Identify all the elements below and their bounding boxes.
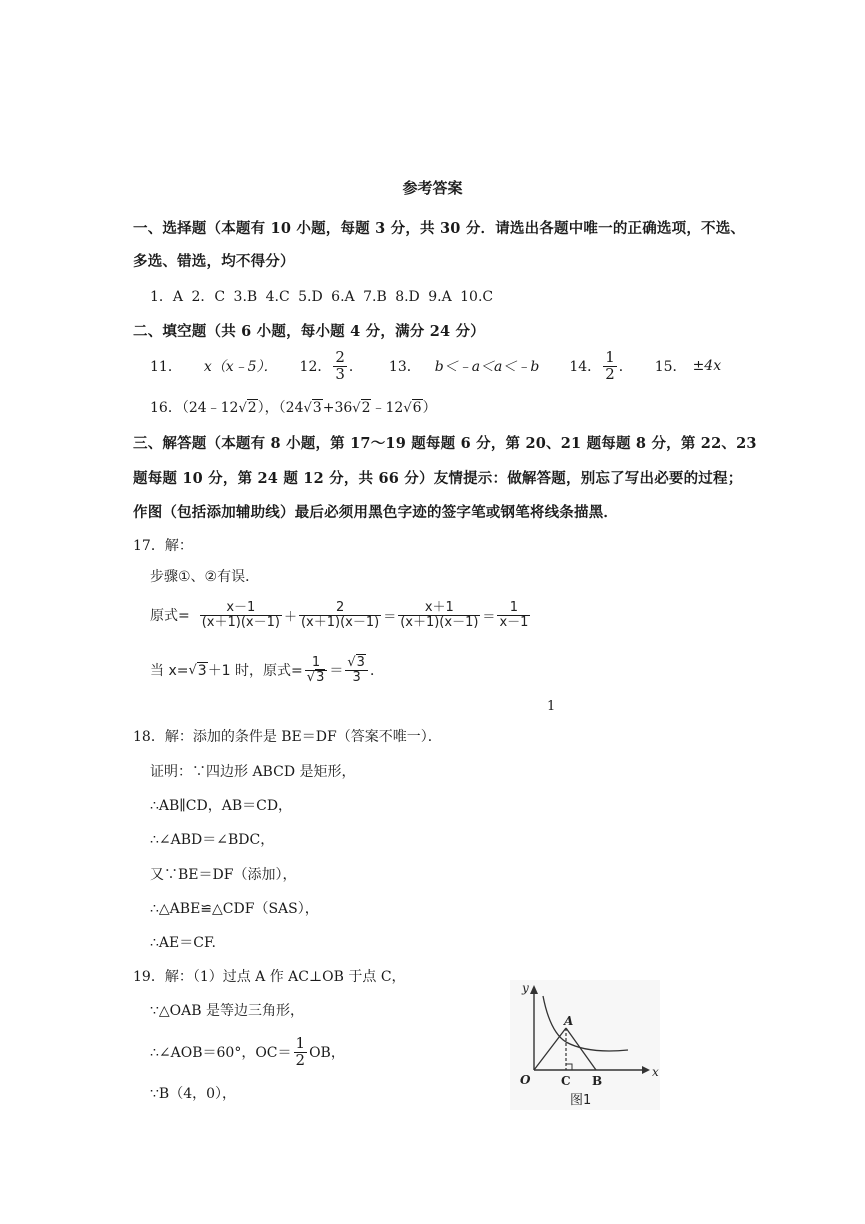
q16-radicand-2: 3 bbox=[312, 400, 322, 416]
equals-sign: ＝ bbox=[383, 609, 397, 625]
q19-line2-b: OB， bbox=[309, 1045, 345, 1061]
q13-label: 13． bbox=[388, 359, 421, 375]
q16-answer bbox=[150, 397, 437, 417]
q19-fraction bbox=[294, 1033, 308, 1069]
q16-radicand-1: 2 bbox=[247, 400, 257, 416]
q12-label: 12． bbox=[299, 359, 332, 375]
q18-line1: 证明：∵四边形 ABCD 是矩形， bbox=[150, 764, 356, 780]
q18-line2: ∴AB∥CD，AB＝CD， bbox=[150, 798, 293, 814]
sqrt-sign: √ bbox=[238, 401, 247, 416]
sqrt-sign: √ bbox=[403, 401, 412, 416]
q17-line3-radicand: 3 bbox=[197, 662, 207, 679]
section3-heading-line3: 作图（包括添加辅助线）最后必须用黑色字迹的签字笔或钢笔将线条描黑． bbox=[133, 504, 619, 521]
q18-line5: ∴△ABE≌△CDF（SAS）， bbox=[150, 901, 319, 917]
q17-f6-radicand: 3 bbox=[356, 654, 365, 670]
y-axis-label: y bbox=[522, 981, 529, 995]
q17-fraction-2 bbox=[299, 601, 381, 629]
equals-sign: ＝ bbox=[482, 609, 496, 625]
q14-numerator: 1 bbox=[605, 347, 615, 366]
q17-line2-prefix: 原式= bbox=[150, 608, 190, 624]
q17-line3-prefix: 当 x= bbox=[150, 663, 189, 679]
point-o-label: O bbox=[520, 1073, 531, 1087]
q17-f2-denominator: (x＋1)(x－1) bbox=[300, 614, 380, 630]
q17-f1-denominator: (x＋1)(x－1) bbox=[201, 614, 280, 630]
sqrt-sign: √ bbox=[306, 669, 316, 685]
q17-f5-radicand: 3 bbox=[316, 669, 325, 685]
q14-denominator: 2 bbox=[605, 364, 615, 383]
q14-tail: ． bbox=[618, 359, 633, 375]
q16-radicand-4: 6 bbox=[412, 400, 422, 416]
q16-part-e: ） bbox=[422, 400, 437, 416]
x-axis-label: x bbox=[652, 1065, 659, 1079]
section1-answers: 1．A 2．C 3.B 4.C 5.D 6.A 7.B 8.D 9.A 10.C bbox=[150, 289, 494, 305]
q12-numerator: 2 bbox=[335, 347, 345, 366]
figure-caption: 图1 bbox=[570, 1093, 592, 1108]
q19-line2 bbox=[150, 1030, 345, 1074]
q16-part-a: 16．（24﹣12 bbox=[150, 400, 239, 416]
section3-heading-line1: 三、解答题（本题有 8 小题，第 17～19 题每题 6 分，第 20、21 题每题 8 分，第 22、23 bbox=[133, 435, 757, 452]
q17-line3 bbox=[150, 648, 384, 692]
q17-f4-numerator: 1 bbox=[497, 601, 530, 616]
q17-line3-tail: ． bbox=[369, 663, 384, 679]
q12-fraction bbox=[333, 347, 347, 383]
q17-f3-numerator: x＋1 bbox=[398, 601, 480, 616]
q17-fraction-6 bbox=[345, 656, 368, 684]
q13-answer: b＜﹣a＜a＜﹣b bbox=[434, 359, 540, 375]
q17-line1: 步骤①、②有误． bbox=[150, 569, 260, 585]
point-c-label: C bbox=[561, 1074, 571, 1088]
figure-background bbox=[510, 980, 660, 1110]
q17-line3-mid: ＋1 时，原式= bbox=[207, 663, 303, 679]
q19-line3: ∵B（4，0）， bbox=[150, 1086, 237, 1102]
q17-fraction-3 bbox=[398, 601, 480, 629]
section1-heading-line2: 多选、错选，均不得分） bbox=[133, 253, 295, 270]
q16-part-b: ），（24 bbox=[257, 400, 304, 416]
q14-label: 14． bbox=[569, 359, 602, 375]
section3-heading-line2: 题每题 10 分，第 24 题 12 分，共 66 分）友情提示：做解答题，别忘了写出必要的过程； bbox=[133, 470, 743, 487]
q19-numerator: 1 bbox=[295, 1033, 306, 1052]
q17-f2-numerator: 2 bbox=[299, 601, 381, 616]
section1-heading-line1: 一、选择题（本题有 10 小题，每题 3 分，共 30 分．请选出各题中唯一的正确选项，不选、 bbox=[133, 220, 746, 237]
q17-solution-image bbox=[150, 556, 530, 701]
q17-fraction-1 bbox=[200, 601, 282, 629]
plus-sign: ＋ bbox=[283, 609, 297, 625]
point-a-label: A bbox=[564, 1014, 574, 1028]
q17-f1-numerator: x－1 bbox=[200, 601, 282, 616]
equals-sign: ＝ bbox=[329, 663, 344, 679]
q14-fraction bbox=[603, 347, 617, 383]
point-b-label: B bbox=[592, 1074, 603, 1088]
q17-f3-denominator: (x＋1)(x－1) bbox=[400, 614, 479, 630]
q16-radicand-3: 2 bbox=[361, 400, 371, 416]
q12-tail: ． bbox=[348, 359, 363, 375]
q17-f5-denominator bbox=[305, 671, 328, 685]
q19-line2-a: ∴∠AOB＝60°，OC＝ bbox=[150, 1045, 292, 1061]
figure-1 bbox=[510, 980, 660, 1110]
q19-line1: ∵△OAB 是等边三角形， bbox=[150, 1003, 304, 1019]
q17-f5-numerator: 1 bbox=[305, 656, 328, 671]
sqrt-sign: √ bbox=[352, 401, 361, 416]
q18-label: 18．解：添加的条件是 BE＝DF（答案不唯一）． bbox=[133, 729, 442, 745]
q18-line4: 又∵BE＝DF（添加）， bbox=[150, 867, 297, 883]
q11-answer: x（x﹣5）． bbox=[203, 359, 278, 375]
q17-fraction-5 bbox=[305, 656, 328, 684]
q17-line2 bbox=[150, 592, 532, 638]
q11-16-row bbox=[150, 344, 721, 388]
q15-label: 15． bbox=[654, 359, 687, 375]
q17-f6-denominator: 3 bbox=[352, 669, 361, 685]
q17-label: 17．解： bbox=[133, 538, 193, 554]
q19-denominator: 2 bbox=[295, 1050, 306, 1069]
q16-part-d: ﹣12 bbox=[371, 400, 404, 416]
sqrt-sign: √ bbox=[303, 401, 312, 416]
q16-part-c: +36 bbox=[322, 400, 353, 416]
page-title: 参考答案 bbox=[402, 179, 463, 197]
page-number: 1 bbox=[547, 699, 556, 714]
q19-label: 19．解：（1）过点 A 作 AC⊥OB 于点 C， bbox=[133, 969, 406, 985]
sqrt-sign: √ bbox=[188, 662, 197, 678]
q11-label: 11． bbox=[150, 359, 182, 375]
q12-denominator: 3 bbox=[335, 364, 345, 383]
q18-line6: ∴AE＝CF. bbox=[150, 935, 216, 951]
q17-f6-numerator bbox=[345, 656, 368, 671]
q17-f4-denominator: x－1 bbox=[499, 614, 529, 630]
q17-fraction-4 bbox=[497, 601, 530, 629]
q18-line3: ∴∠ABD＝∠BDC， bbox=[150, 832, 275, 848]
section2-heading: 二、填空题（共 6 小题，每小题 4 分，满分 24 分） bbox=[133, 323, 485, 340]
sqrt-sign: √ bbox=[347, 654, 356, 670]
q15-answer: ±4x bbox=[692, 358, 722, 374]
